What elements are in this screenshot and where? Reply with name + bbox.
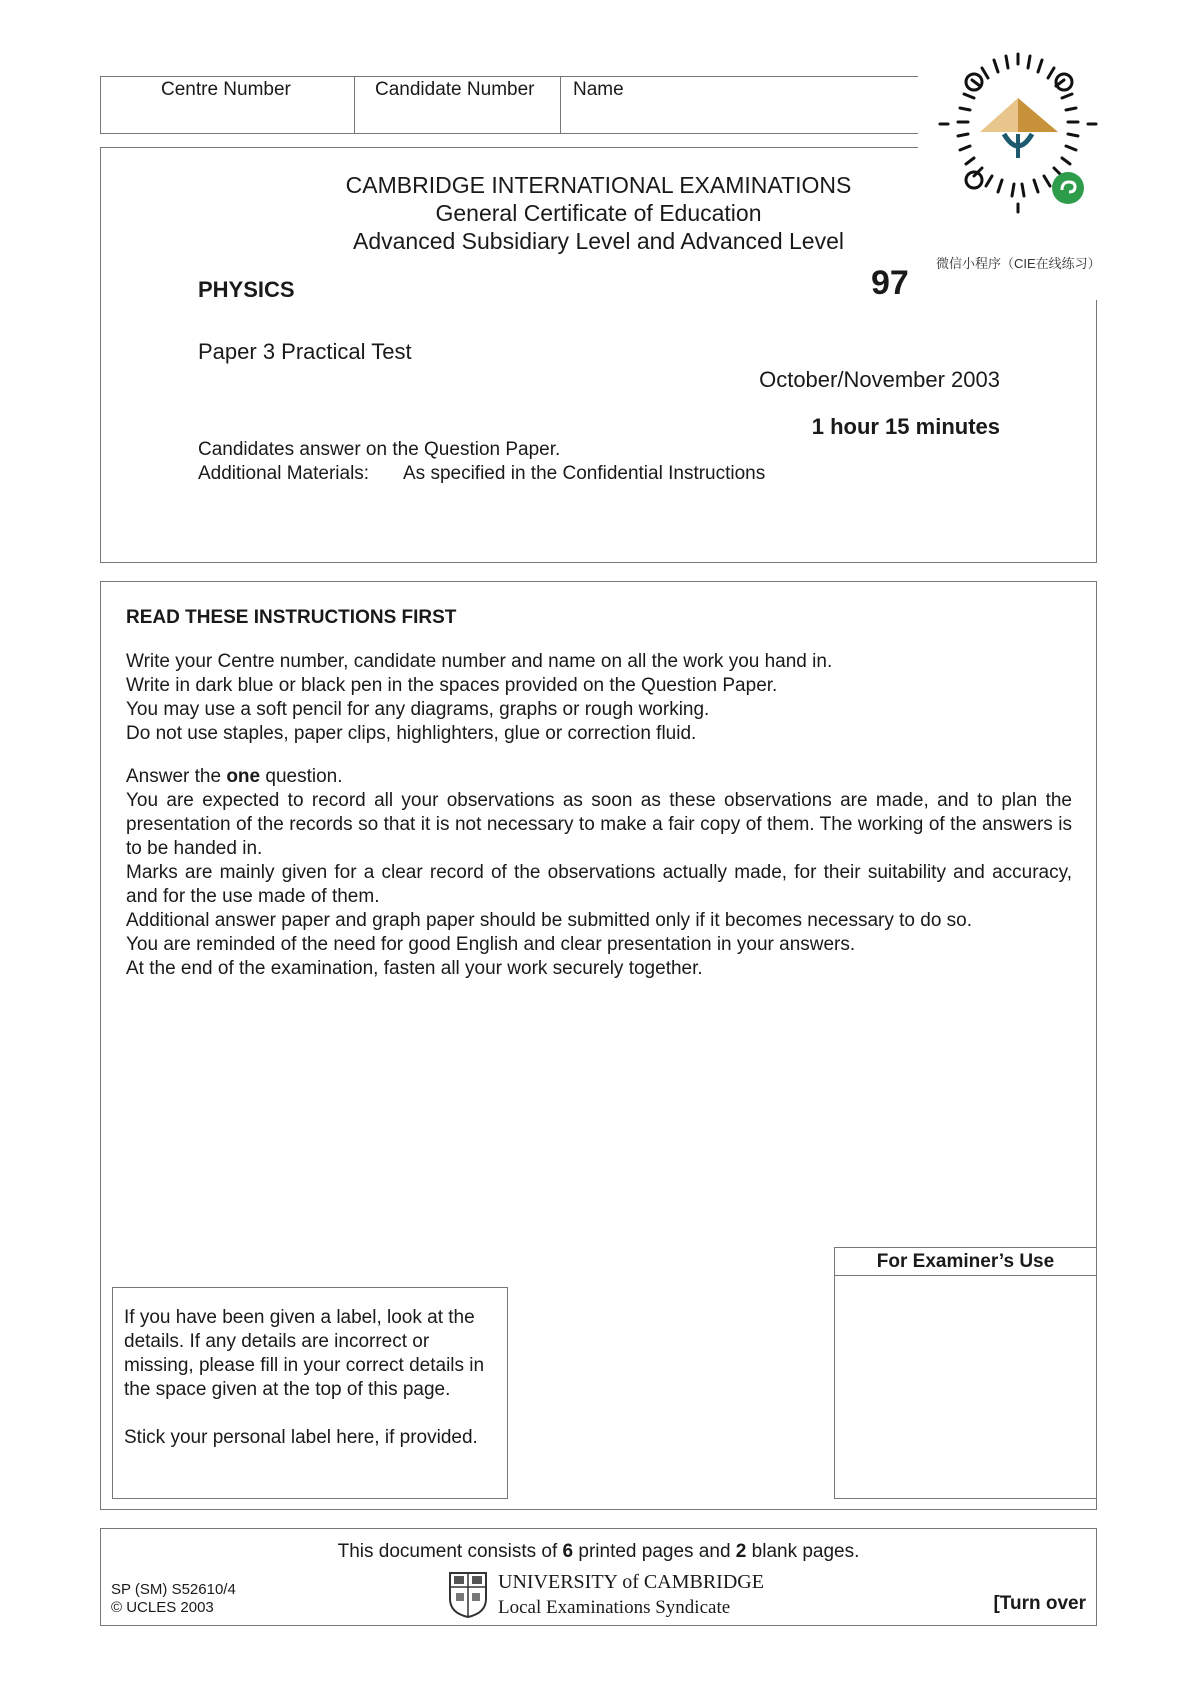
personal-label-box[interactable] [112, 1287, 508, 1499]
candidate-details-strip [100, 76, 918, 134]
instruction-line: Write your Centre number, candidate number and name on all the work you hand in. [126, 651, 833, 672]
additional-materials-value: As specified in the Confidential Instructions [403, 463, 766, 484]
blank-pages-count: 2 [735, 1541, 747, 1562]
cambridge-crest-icon [448, 1571, 488, 1619]
page-count-statement [101, 1541, 1096, 1563]
page-count-middle: printed pages and [573, 1541, 736, 1562]
syllabus-code: 97 [871, 264, 909, 302]
answer-prefix: Answer the [126, 766, 227, 787]
copyright: © UCLES 2003 [111, 1599, 214, 1616]
name-cell[interactable] [561, 77, 919, 133]
instruction-paragraph: You are expected to record all your observations as soon as these observations are made, and to plan the presentation of the records so that it is not necessary to make a fair copy of them. The working of the answers is to be handed in. [126, 790, 1072, 859]
additional-materials-label: Additional Materials: [198, 463, 370, 484]
label-instructions: If you have been given a label, look at the details. If any details are incorrect or missing, please fill in your correct details in the space given at the top of this page. [124, 1307, 485, 1400]
answer-on-question-paper: Candidates answer on the Question Paper. [198, 439, 561, 460]
instruction-line: Write in dark blue or black pen in the spaces provided on the Question Paper. [126, 675, 778, 696]
label-stick-here: Stick your personal label here, if provided. [124, 1427, 478, 1448]
examiner-use-heading: For Examiner’s Use [835, 1248, 1096, 1276]
instruction-line: You may use a soft pencil for any diagrams, graphs or rough working. [126, 699, 710, 720]
answer-suffix: question. [260, 766, 343, 787]
general-instructions [126, 650, 1072, 746]
answer-instruction [126, 765, 1072, 789]
paper-title: Paper 3 Practical Test [198, 339, 412, 364]
exam-board: CAMBRIDGE INTERNATIONAL EXAMINATIONS [345, 172, 852, 198]
level-title: Advanced Subsidiary Level and Advanced Level [352, 228, 844, 254]
qr-code-panel[interactable] [918, 40, 1118, 300]
centre-number-label: Centre Number [161, 79, 291, 100]
university-logo [448, 1571, 764, 1621]
instructions-panel [100, 581, 1097, 1510]
exam-duration: 1 hour 15 minutes [811, 414, 1000, 439]
qr-code-icon [918, 40, 1118, 250]
exam-session: October/November 2003 [759, 367, 1000, 392]
candidate-number-cell[interactable] [355, 77, 561, 133]
paper-reference: SP (SM) S52610/4 [111, 1581, 236, 1598]
page-footer [100, 1528, 1097, 1626]
examiner-use-box [834, 1247, 1097, 1499]
name-label: Name [573, 79, 624, 100]
page-count-prefix: This document consists of [337, 1541, 563, 1562]
turn-over-label: [Turn over [993, 1593, 1086, 1614]
instruction-paragraph: You are reminded of the need for good English and clear presentation in your answers. [126, 934, 856, 955]
university-name: UNIVERSITY of CAMBRIDGE [498, 1571, 764, 1593]
answer-count: one [226, 766, 261, 787]
exam-instructions [126, 765, 1072, 981]
instruction-paragraph: Additional answer paper and graph paper should be submitted only if it becomes necessary to do so. [126, 910, 973, 931]
instructions-title: READ THESE INSTRUCTIONS FIRST [126, 607, 457, 628]
syndicate-name: Local Examinations Syndicate [498, 1597, 731, 1618]
certificate-title: General Certificate of Education [435, 200, 762, 226]
page-count-suffix: blank pages. [746, 1541, 860, 1562]
qr-caption: 微信小程序（CIE在线练习） [936, 256, 1101, 271]
instruction-line: Do not use staples, paper clips, highlighters, glue or correction fluid. [126, 723, 697, 744]
candidate-number-label: Candidate Number [375, 79, 535, 100]
subject-title: PHYSICS [198, 277, 295, 302]
printed-pages-count: 6 [562, 1541, 574, 1562]
centre-number-cell[interactable] [101, 77, 355, 133]
instruction-paragraph: Marks are mainly given for a clear record of the observations actually made, for their suitability and accuracy, and for the use made of them. [126, 862, 1072, 907]
document-code [111, 1581, 236, 1617]
instruction-paragraph: At the end of the examination, fasten all your work securely together. [126, 958, 703, 979]
